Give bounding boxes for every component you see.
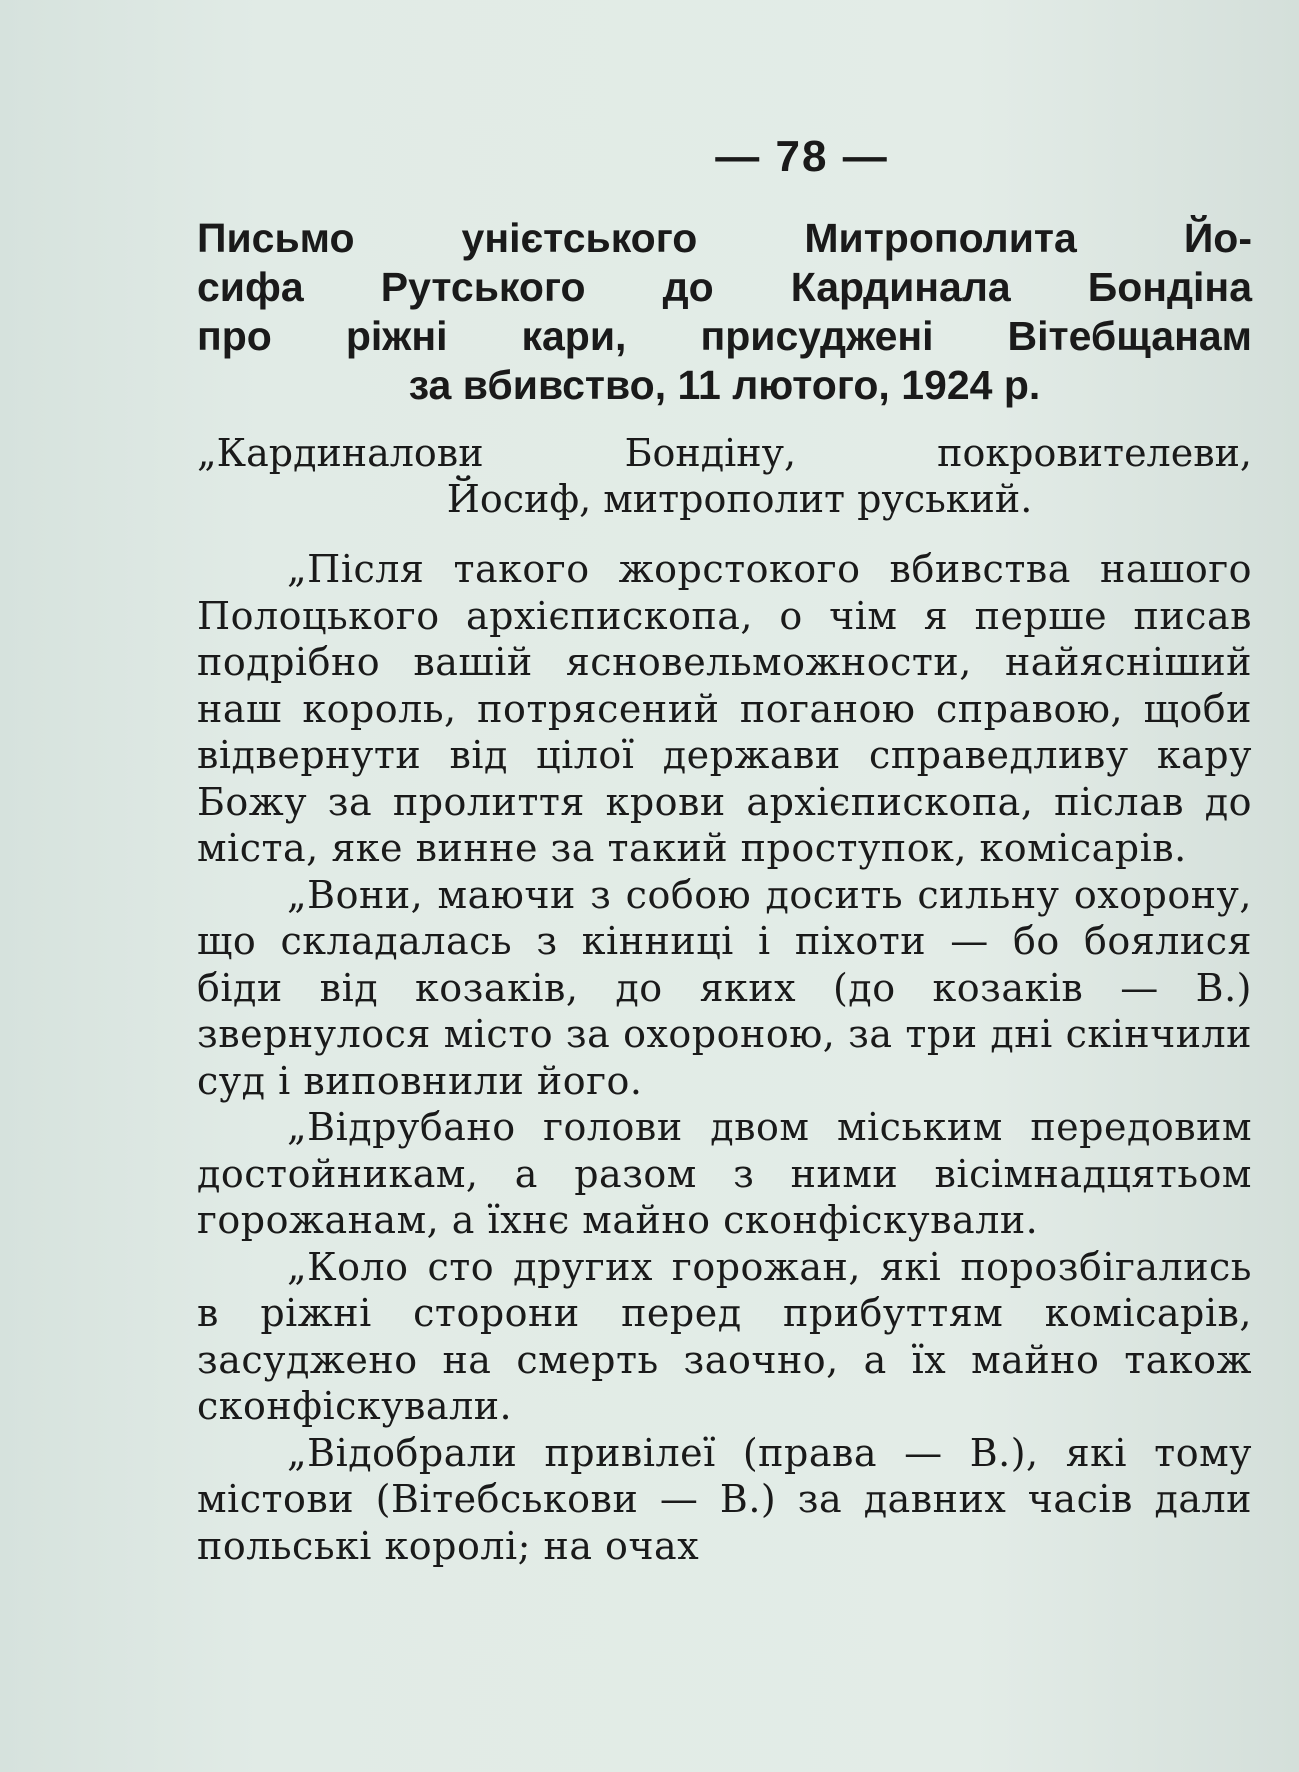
paragraph-4: „Коло сто других горожан, які порозбігались в ріжні сторони перед прибуттям комісарів, засуджено на смерть заочно, а їх майно також сконфіскували.: [197, 1244, 1252, 1428]
page-number: — 78 —: [715, 132, 889, 181]
paragraph-2: „Вони, маючи з собою досить сильну охорону, що складалась з кінниці і піхоти — бо боялися біди від козаків, до яких (до козаків — В.) звернулося місто за охороною, за три дні скінчили суд і виповнили його.: [197, 872, 1252, 1103]
title-line-1: Письмо унієтського Митрополита Йо-: [197, 215, 1252, 261]
address-recipient: „Кардиналови Бондіну, покровителеви,: [197, 431, 1252, 475]
paragraph-5: „Відобрали привілеї (права — В.), які тому містови (Вітебськови — В.) за давних часів дали польські королі; на очах: [197, 1430, 1252, 1568]
document-title: [197, 214, 1252, 410]
paragraph-1: „Після такого жорстокого вбивства нашого Полоцького архієпископа, о чім я перше писав подрібно вашій ясновельможности, найясніший наш король, потрясений поганою справою, щоби відвернути від цілої держави справедливу кару Божу за пролиття крови архієпископа, післав до міста, яке винне за такий проступок, комісарів.: [197, 547, 1252, 870]
title-line-4: за вбивство, 11 лютого, 1924 р.: [408, 362, 1041, 408]
title-line-3: про ріжні кари, присуджені Вітебщанам: [197, 313, 1252, 359]
letter-address: [197, 430, 1252, 522]
title-line-2: сифа Рутського до Кардинала Бондіна: [197, 264, 1252, 310]
page-text-block: [197, 130, 1252, 1569]
address-sender: Йосиф, митрополит руський.: [446, 477, 1033, 521]
paragraph-3: „Відрубано голови двом міським передовим достойникам, а разом з ними вісімнадцятьом горожанам, а їхнє майно сконфіскували.: [197, 1105, 1252, 1242]
